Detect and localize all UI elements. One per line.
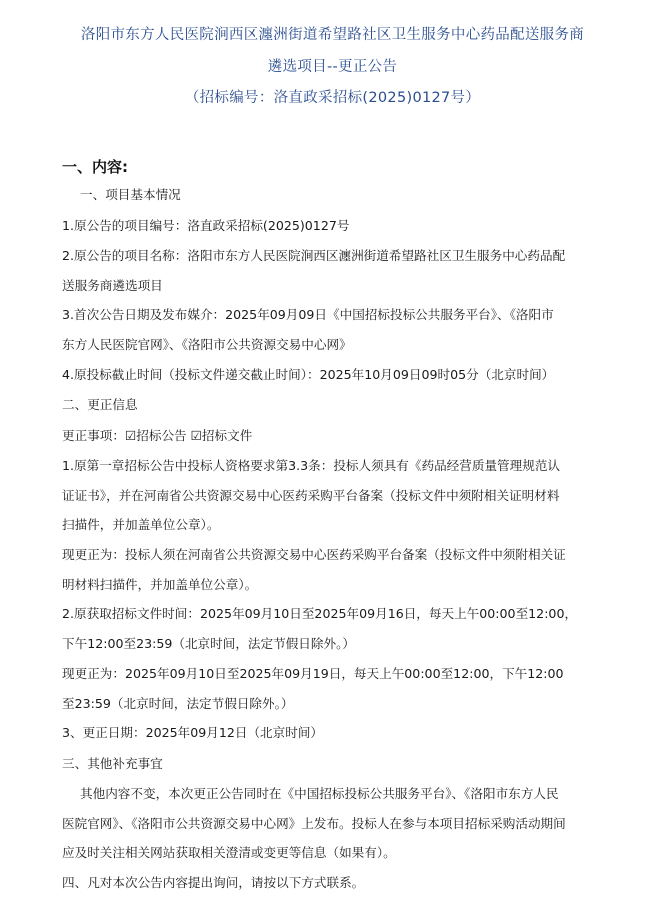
original-project-code: 1.原公告的项目编号：洛直政采招标(2025)0127号 bbox=[62, 218, 350, 233]
supplement-line-2: 医院官网》、《洛阳市公共资源交易中心网》上发布。投标人在参与本项目招标采购活动期间 bbox=[62, 816, 566, 831]
section-1-heading: 一、项目基本情况 bbox=[80, 187, 181, 202]
section-4-heading: 四、凡对本次公告内容提出询问，请按以下方式联系。 bbox=[62, 875, 365, 890]
corrected-1-line-2: 明材料扫描件，并加盖单位公章）。 bbox=[62, 577, 258, 592]
first-announcement-line-1: 3.首次公告日期及发布媒介：2025年09月09日《中国招标投标公共服务平台》、《洛阳市 bbox=[62, 307, 554, 322]
supplement-line-3: 应及时关注相关网站获取相关澄清或变更等信息（如果有）。 bbox=[62, 845, 396, 860]
correction-matters: 更正事项：☑招标公告 ☑招标文件 bbox=[62, 428, 253, 443]
original-project-name-line-1: 2.原公告的项目名称：洛阳市东方人民医院涧西区瀍洲街道希望路社区卫生服务中心药品配 bbox=[62, 248, 566, 263]
correction-1-line-3: 扫描件，并加盖单位公章）。 bbox=[62, 517, 220, 532]
original-project-name-line-2: 送服务商遴选项目 bbox=[62, 278, 163, 293]
content-heading: 一、内容: bbox=[62, 158, 128, 176]
correction-2-line-2: 下午12:00至23:59（北京时间，法定节假日除外。） bbox=[62, 636, 355, 651]
correction-date: 3、更正日期：2025年09月12日（北京时间） bbox=[62, 725, 324, 740]
corrected-2-line-1: 现更正为：2025年09月10日至2025年09月19日，每天上午00:00至12:00，下午12:00 bbox=[62, 666, 564, 681]
corrected-2-line-2: 至23:59（北京时间，法定节假日除外。） bbox=[62, 696, 294, 711]
page-title-line-2: 遴选项目--更正公告 bbox=[267, 59, 398, 75]
correction-1-line-2: 证证书》，并在河南省公共资源交易中心医药采购平台备案（投标文件中须附相关证明材料 bbox=[62, 488, 560, 503]
section-3-heading: 三、其他补充事宜 bbox=[62, 756, 163, 771]
correction-1-line-1: 1.原第一章招标公告中投标人资格要求第3.3条：投标人须具有《药品经营质量管理规范认 bbox=[62, 458, 561, 473]
page-title-line-1: 洛阳市东方人民医院涧西区瀍洲街道希望路社区卫生服务中心药品配送服务商 bbox=[80, 27, 585, 43]
supplement-line-1: 其他内容不变，本次更正公告同时在《中国招标投标公共服务平台》、《洛阳市东方人民 bbox=[80, 786, 559, 801]
first-announcement-line-2: 东方人民医院官网》、《洛阳市公共资源交易中心网》 bbox=[62, 337, 352, 352]
original-deadline: 4.原投标截止时间（投标文件递交截止时间）：2025年10月09日09时05分（北京时间） bbox=[62, 367, 555, 382]
correction-2-line-1: 2.原获取招标文件时间：2025年09月10日至2025年09月16日，每天上午00:00至12:00， bbox=[62, 606, 578, 621]
corrected-1-line-1: 现更正为：投标人须在河南省公共资源交易中心医药采购平台备案（投标文件中须附相关证 bbox=[62, 547, 566, 562]
tender-code: （招标编号：洛直政采招标(2025)0127号） bbox=[184, 90, 481, 106]
section-2-heading: 二、更正信息 bbox=[62, 397, 138, 412]
